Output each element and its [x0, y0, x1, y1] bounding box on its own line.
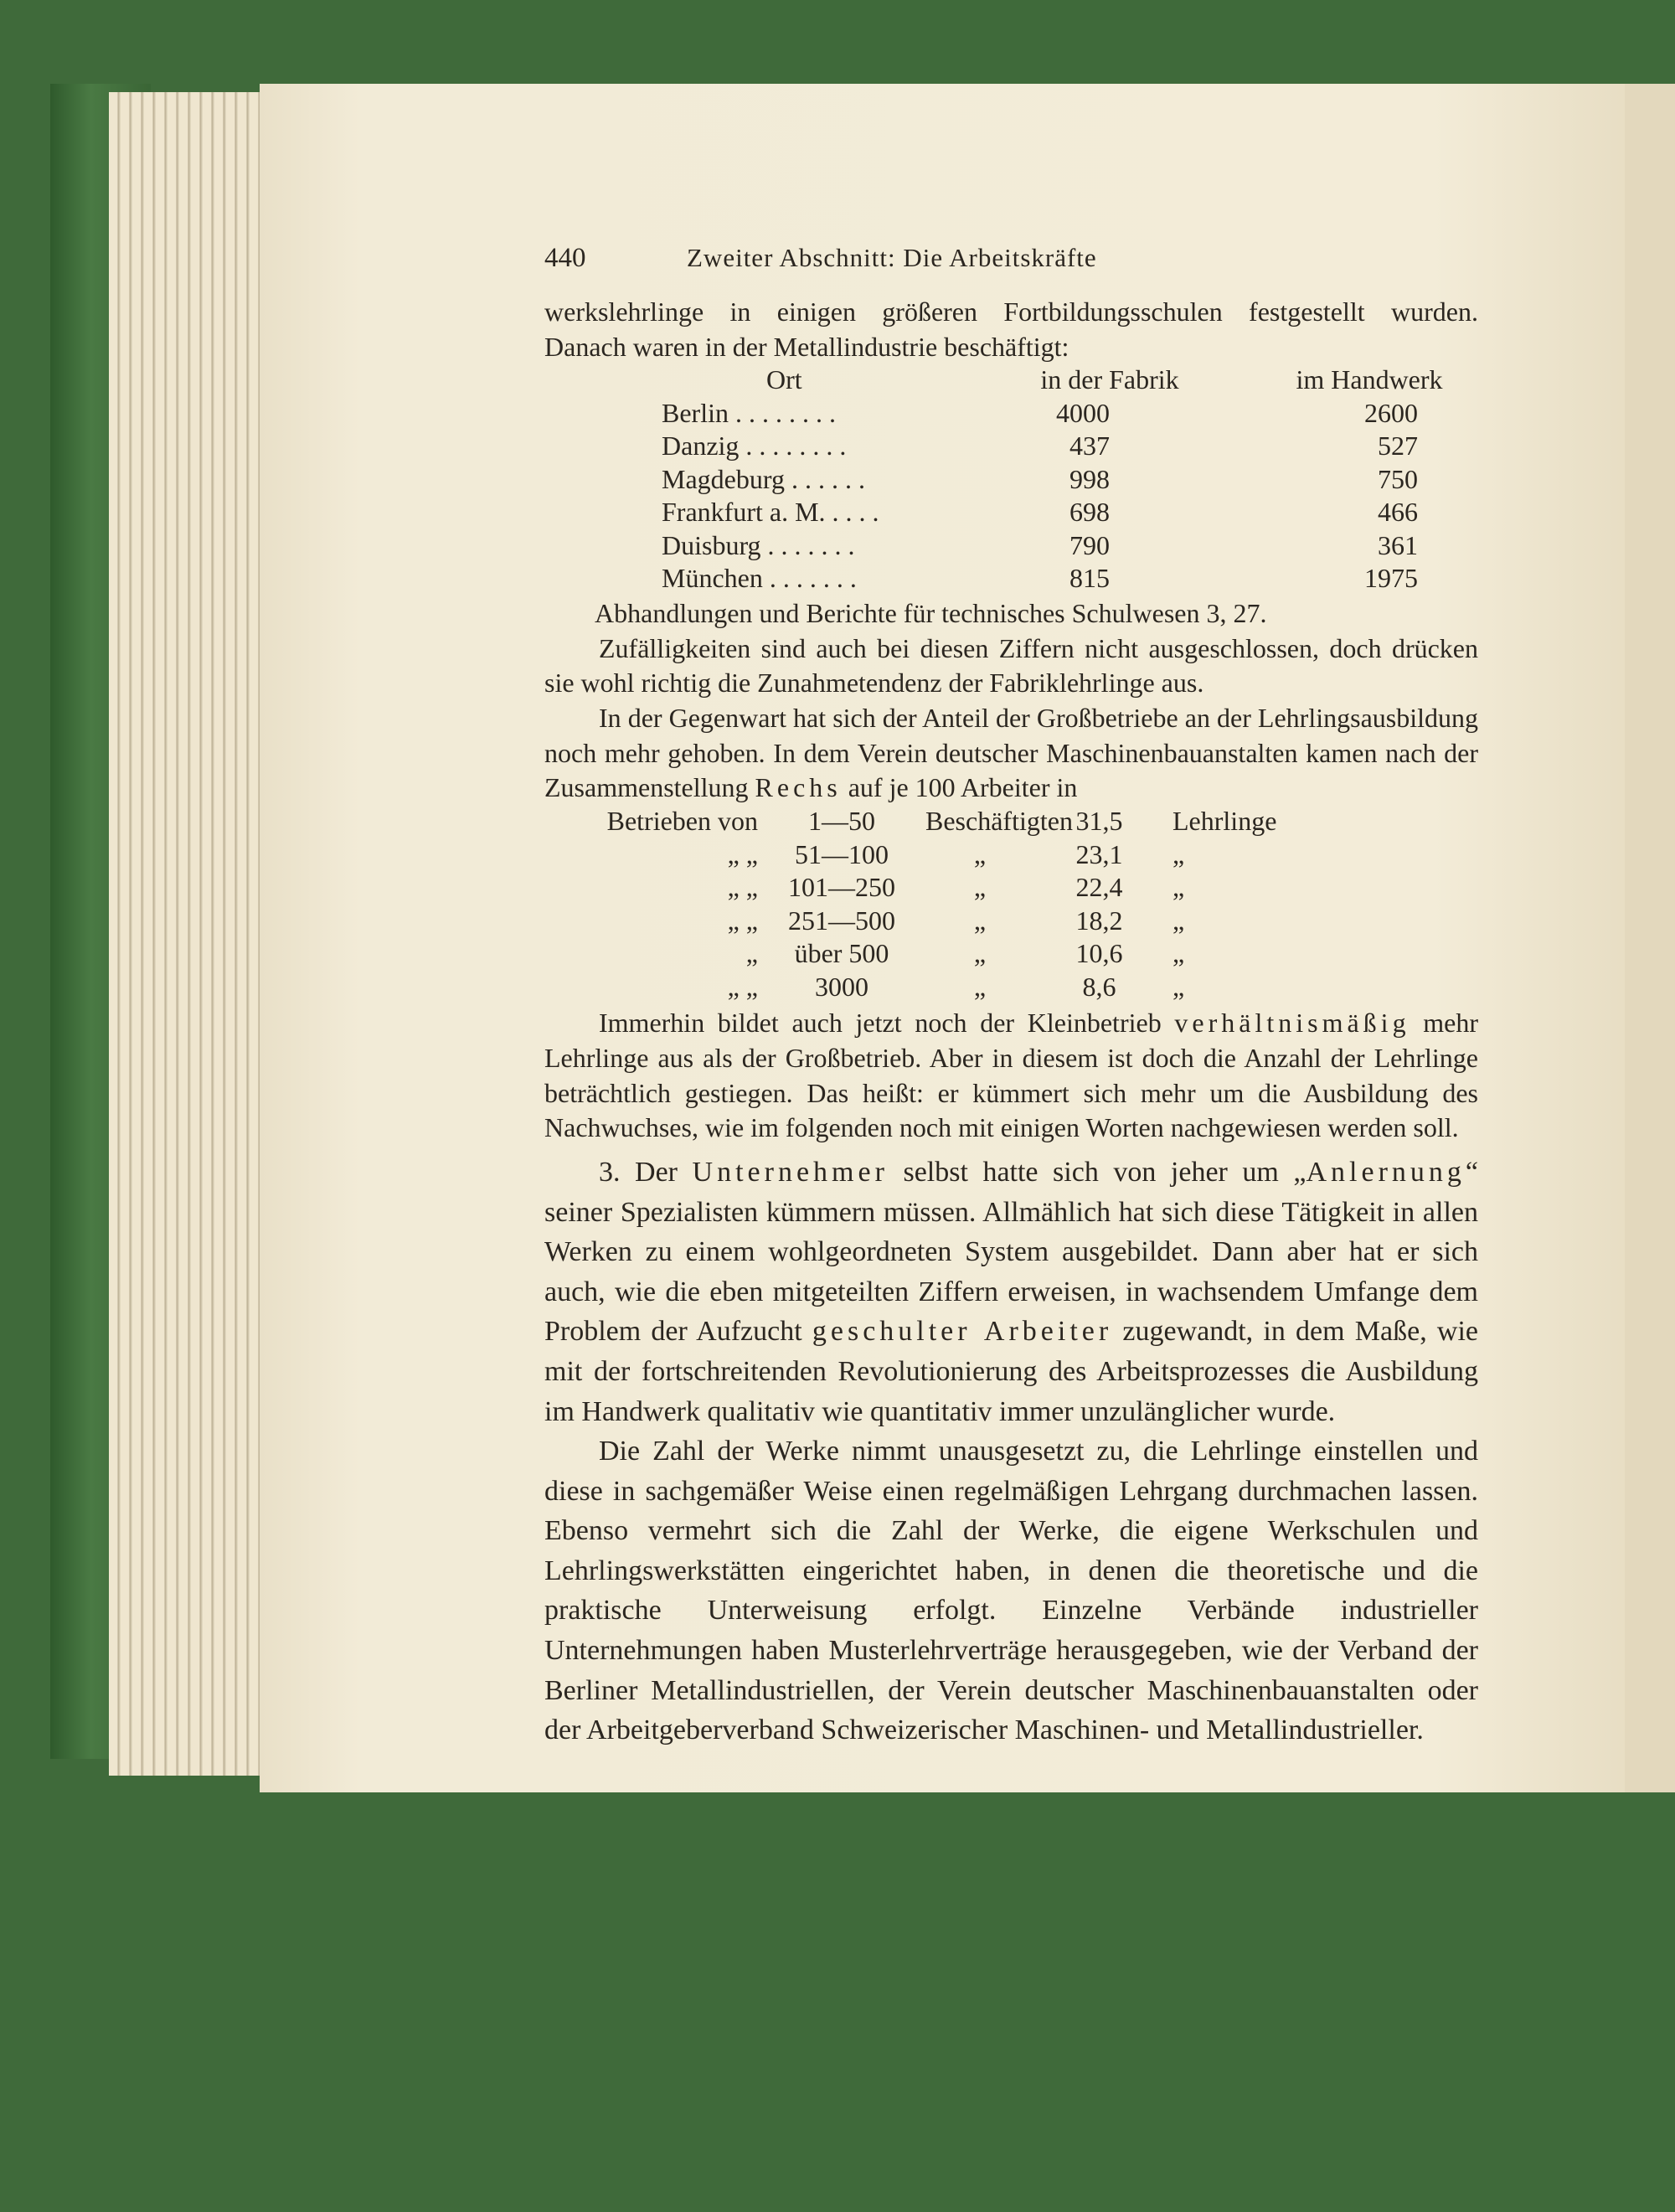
page-header [544, 243, 1478, 295]
table-row [544, 972, 1478, 1005]
table-row [544, 563, 1478, 596]
running-head: Zweiter Abschnitt: Die Arbeitskräfte [687, 243, 1097, 272]
table-row [544, 530, 1478, 564]
facing-page-edge [1625, 84, 1675, 1792]
cell-range: 1—50 [808, 806, 875, 837]
paragraph: Die Zahl der Werke nimmt unausgesetzt zu, die Lehrlinge einstellen und diese in sachgemäßer Weise einen regelmäßigen Lehrgang durchmachen lassen. Ebenso vermehrt sich die Zahl der Werke, die eigene Werkschulen und Lehrlingswerkstätten eingerichtet haben, in denen die theoretische und die praktische Unterweisung erfolgt. Einzelne Verbände industrieller Unternehmungen haben Musterlehrverträge herausgegeben, wie der Verband der Berliner Metallindustriellen, der Verein deutscher Maschinenbauanstalten oder der Arbeitgeberverband Schweizerischer Maschinen- und Metallindustrieller. [544, 1436, 1478, 1746]
apprentice-table [544, 364, 1478, 596]
emphasis: Anlernung [1306, 1156, 1466, 1188]
cell-suffix: Lehrlinge [1172, 806, 1277, 837]
paragraph [544, 1006, 1478, 1146]
cell-label: „ „ [727, 872, 758, 903]
cell-label: Betrieben von [606, 806, 758, 837]
emphasis: Unternehmer [692, 1156, 889, 1188]
cell-fabrik: 998 [1069, 463, 1110, 494]
cell-suffix: „ [1172, 971, 1185, 1002]
table-row [544, 905, 1478, 939]
cell-suffix: „ [1172, 872, 1185, 903]
paragraph-text: auf je 100 Arbeiter in [841, 772, 1078, 803]
table-row [544, 806, 1478, 839]
cell-value: 31,5 [1075, 806, 1123, 837]
cell-handwerk: 750 [1378, 463, 1418, 494]
cell-fabrik: 790 [1069, 529, 1110, 560]
cell-ort: Danzig . . . . . . . . [662, 431, 847, 461]
table-row [544, 938, 1478, 972]
cell-range: 51—100 [795, 838, 889, 869]
cell-unit: „ [973, 905, 987, 936]
cell-range: 3000 [815, 971, 868, 1002]
emphasis: geschulter Arbeiter [812, 1316, 1113, 1348]
cell-label: „ „ [727, 905, 758, 936]
cell-handwerk: 361 [1378, 529, 1418, 560]
cell-value: 22,4 [1075, 872, 1123, 903]
page-edges [109, 92, 276, 1776]
cell-unit: „ [973, 872, 987, 903]
cell-ort: Duisburg . . . . . . . [662, 529, 855, 560]
cell-fabrik: 815 [1069, 563, 1110, 594]
cell-handwerk: 1975 [1364, 563, 1418, 594]
cell-range: über 500 [794, 938, 889, 969]
paragraph-text: “ seiner Spezialisten kümmern müssen. Allmählich hat sich diese Tätigkeit in allen Werken zu einem wohlgeordneten System ausgebildet. Dann aber hat er sich auch, wie die eben mitgeteilten Ziffern erweisen, in wachsendem Umfange dem Problem der Aufzucht [544, 1156, 1478, 1348]
page-number: 440 [544, 243, 586, 273]
cell-ort: Berlin . . . . . . . . [662, 397, 836, 428]
cell-unit: „ [973, 938, 987, 969]
emphasis: verhältnismäßig [1174, 1008, 1410, 1039]
cell-value: 10,6 [1075, 938, 1123, 969]
table-row [544, 398, 1478, 431]
cell-ort: München . . . . . . . [662, 563, 857, 594]
table-row [544, 497, 1478, 530]
cell-handwerk: 466 [1378, 497, 1418, 528]
cell-suffix: „ [1172, 905, 1185, 936]
table-row [544, 464, 1478, 498]
cell-unit: „ [973, 971, 987, 1002]
cell-range: 101—250 [788, 872, 895, 903]
cell-ort: Frankfurt a. M. . . . . [662, 497, 879, 528]
cell-handwerk: 527 [1378, 431, 1418, 461]
table-row [544, 431, 1478, 464]
cell-suffix: „ [1172, 838, 1185, 869]
paragraph-text: In der Gegenwart hat sich der Anteil der Großbetriebe an der Lehrlingsausbildung noch mehr gehoben. In dem Verein deutscher Maschinenbauanstalten kamen nach der Zusammenstellung [544, 703, 1478, 803]
intro-line: Danach waren in der Metallindustrie beschäftigt: [544, 331, 1069, 362]
cell-value: 8,6 [1082, 971, 1116, 1002]
cell-fabrik: 4000 [1056, 397, 1110, 428]
cell-value: 18,2 [1075, 905, 1123, 936]
cell-fabrik: 698 [1069, 497, 1110, 528]
cell-label: „ [745, 938, 758, 969]
paragraph-text: 3. Der [599, 1156, 693, 1188]
table-header-row [544, 364, 1478, 398]
paragraph-text: selbst hatte sich von jeher um „ [888, 1156, 1306, 1188]
page-text [544, 243, 1478, 1751]
intro-line: werkslehrlinge in einigen größeren Fortbildungsschulen festgestellt wurden. [544, 296, 1478, 327]
paragraph [544, 1152, 1478, 1431]
source-note: Abhandlungen und Berichte für technisches Schulwesen 3, 27. [595, 597, 1267, 628]
cell-label: „ „ [727, 971, 758, 1002]
column-header: Ort [766, 364, 802, 395]
cell-fabrik: 437 [1069, 431, 1110, 461]
paragraph [544, 701, 1478, 806]
cell-label: „ „ [727, 838, 758, 869]
table-row [544, 872, 1478, 905]
size-table [544, 806, 1478, 1004]
cell-suffix: „ [1172, 938, 1185, 969]
paragraph-text: Immerhin bildet auch jetzt noch der Kleinbetrieb [599, 1008, 1175, 1039]
cell-value: 23,1 [1075, 838, 1123, 869]
paragraph: Zufälligkeiten sind auch bei diesen Ziffern nicht ausgeschlossen, doch drücken sie wohl richtig die Zunahmetendenz der Fabriklehrlinge aus. [544, 632, 1478, 699]
cell-ort: Magdeburg . . . . . . [662, 463, 865, 494]
cell-handwerk: 2600 [1364, 397, 1418, 428]
paragraph-text: zugewandt, in dem Maße, wie mit der fortschreitenden Revolutionierung des Arbeitsprozesses die Ausbildung im Handwerk qualitativ wie quantitativ immer unzulänglicher wurde. [544, 1316, 1478, 1427]
cell-unit: „ [973, 838, 987, 869]
column-header: im Handwerk [1296, 364, 1443, 395]
cell-range: 251—500 [788, 905, 895, 936]
section-3 [544, 1152, 1478, 1751]
paragraph-text: mehr Lehrlinge aus als der Großbetrieb. Aber in diesem ist doch die Anzahl der Lehrlinge beträchtlich gestiegen. Das heißt: er kümmert sich mehr um die Ausbildung des Nachwuchses, wie im folgenden noch mit einigen Worten nachgewiesen werden soll. [544, 1008, 1479, 1143]
column-header: in der Fabrik [1040, 364, 1179, 395]
author-name: Rechs [755, 772, 842, 803]
table-row [544, 839, 1478, 873]
cell-unit: Beschäftigten [925, 806, 1073, 837]
